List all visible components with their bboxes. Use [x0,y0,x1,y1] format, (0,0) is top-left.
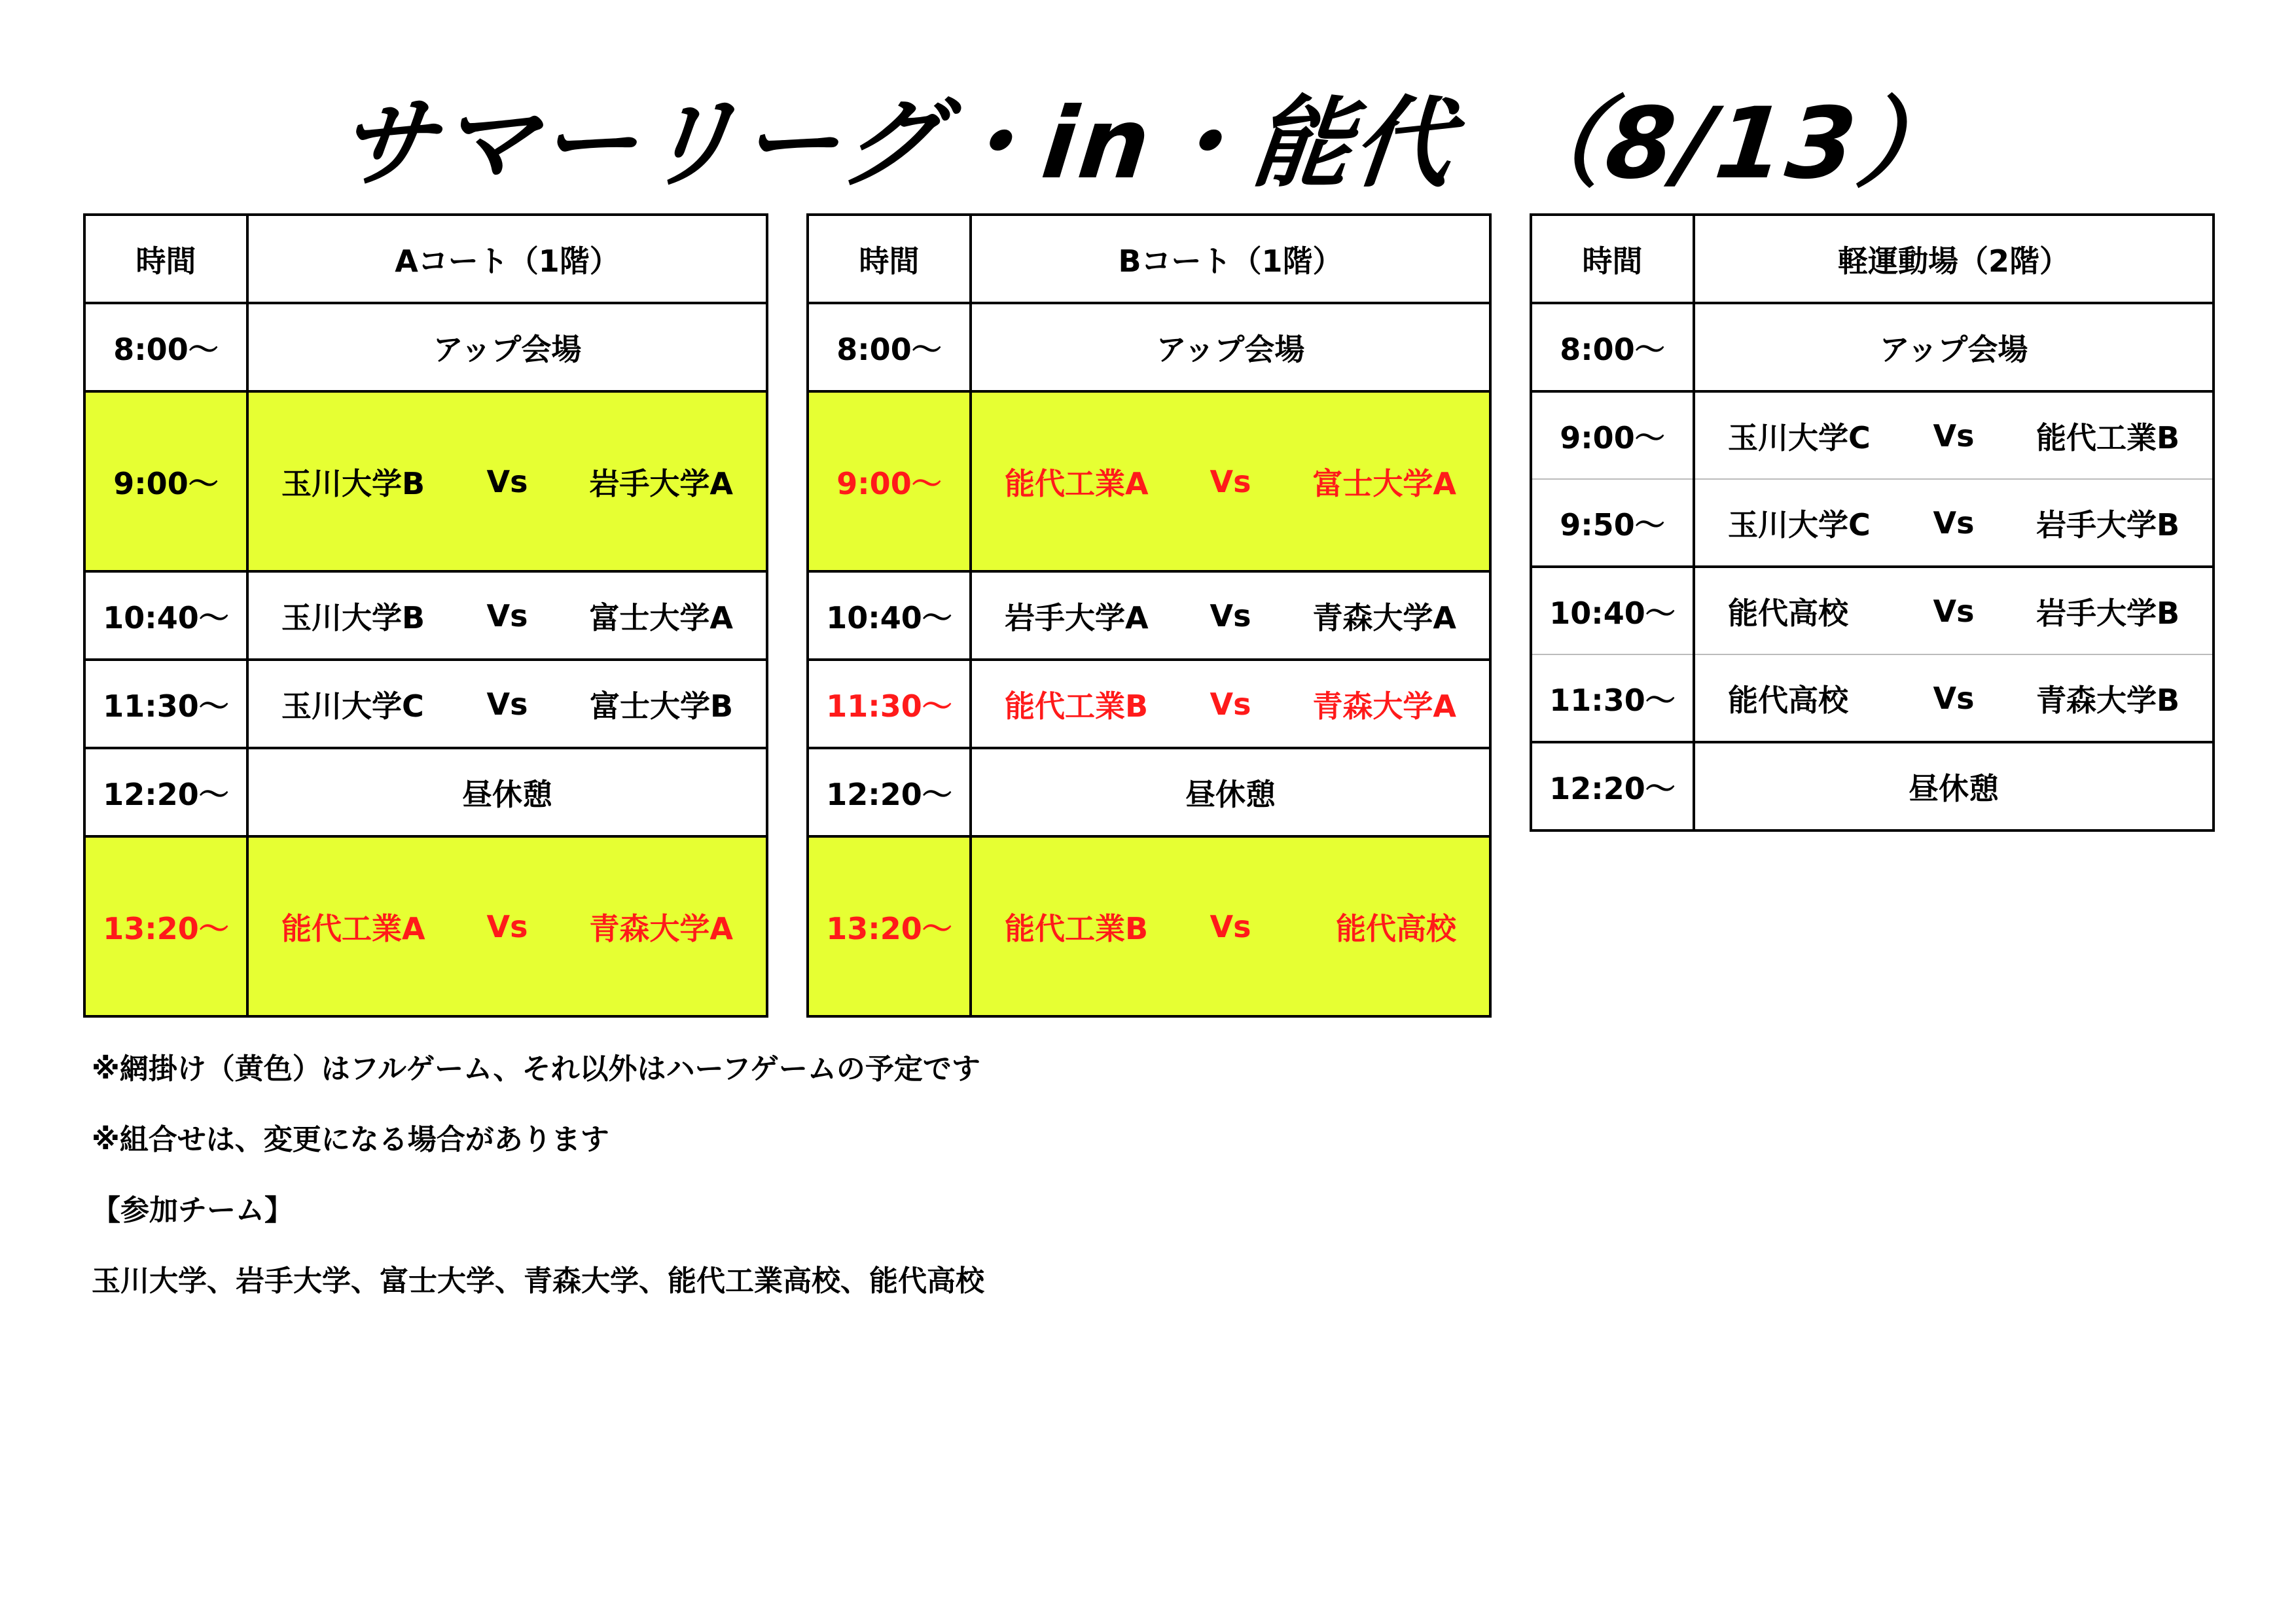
time-cell: 11:30～ [1531,654,1694,742]
time-cell: 8:00～ [84,303,247,391]
time-header: 時間 [84,215,247,303]
time-cell: 9:50～ [1531,479,1694,567]
light-gym-table [1530,213,2215,832]
match-cell [971,571,1490,660]
vs-label: Vs [1933,418,1975,454]
match-cell [247,571,767,660]
team-1: 能代工業B [1005,688,1149,724]
match-cell [1694,391,2214,479]
team-2: 岩手大学B [2036,507,2179,543]
court-b-table [806,213,1492,1018]
team-1: 玉川大学B [281,599,425,635]
team-2: 青森大学A [1312,688,1456,724]
time-cell: 12:20～ [808,748,971,836]
note-cell: 昼休憩 [247,748,767,836]
note-cell: アップ会場 [247,303,767,391]
note-cell: 昼休憩 [971,748,1490,836]
team-1: 能代工業B [1005,910,1149,946]
court-a-table [83,213,768,1018]
match-cell [971,836,1490,1016]
team-1: 岩手大学A [1005,599,1149,635]
team-2: 岩手大学A [589,465,733,501]
team-2: 富士大学B [589,688,733,724]
teams-heading: 【参加チーム】 [92,1194,293,1227]
team-2: 富士大学A [589,599,733,635]
vs-label: Vs [486,597,528,633]
match-cell [1694,567,2214,654]
team-1: 能代高校 [1728,682,1848,718]
court-header: Bコート（1階） [971,215,1490,303]
vs-label: Vs [1210,463,1251,499]
team-2: 青森大学B [2036,682,2179,718]
court-header: Aコート（1階） [247,215,767,303]
team-1: 玉川大学C [1728,419,1871,455]
time-cell: 8:00～ [1531,303,1694,391]
match-cell [1694,479,2214,567]
time-cell: 9:00～ [1531,391,1694,479]
note-full-game: ※網掛け（黄色）はフルゲーム、それ以外はハーフゲームの予定です [92,1052,980,1086]
team-2: 岩手大学B [2036,595,2179,631]
time-cell: 9:00～ [808,391,971,571]
time-cell: 12:20～ [84,748,247,836]
team-1: 玉川大学C [281,688,424,724]
team-1: 能代工業A [281,910,425,946]
match-cell [247,660,767,748]
time-header: 時間 [1531,215,1694,303]
team-2: 能代高校 [1336,910,1456,946]
match-cell [1694,654,2214,742]
vs-label: Vs [486,463,528,499]
vs-label: Vs [1933,680,1975,716]
team-2: 青森大学A [589,910,733,946]
team-2: 能代工業B [2036,419,2179,455]
team-1: 玉川大学C [1728,507,1871,543]
vs-label: Vs [1210,597,1251,633]
page-title: サマーリーグ・in・能代 （8/13） [331,87,1965,201]
time-cell: 8:00～ [808,303,971,391]
time-cell: 10:40～ [808,571,971,660]
note-cell: 昼休憩 [1694,742,2214,830]
vs-label: Vs [1210,908,1251,944]
time-cell: 12:20～ [1531,742,1694,830]
time-cell: 13:20～ [84,836,247,1016]
team-2: 富士大学A [1312,465,1456,501]
note-cell: アップ会場 [1694,303,2214,391]
team-1: 能代高校 [1728,595,1848,631]
vs-label: Vs [1933,593,1975,629]
match-cell [247,391,767,571]
vs-label: Vs [486,908,528,944]
time-cell: 11:30～ [84,660,247,748]
match-cell [971,391,1490,571]
team-2: 青森大学A [1312,599,1456,635]
court-header: 軽運動場（2階） [1694,215,2214,303]
time-cell: 11:30～ [808,660,971,748]
time-cell: 13:20～ [808,836,971,1016]
team-1: 能代工業A [1005,465,1149,501]
time-cell: 10:40～ [84,571,247,660]
time-header: 時間 [808,215,971,303]
vs-label: Vs [1933,505,1975,541]
notes-section [92,1034,984,1317]
vs-label: Vs [486,686,528,722]
note-changes: ※組合せは、変更になる場合があります [92,1123,609,1156]
team-1: 玉川大学B [281,465,425,501]
teams-list: 玉川大学、岩手大学、富士大学、青森大学、能代工業高校、能代高校 [92,1264,984,1298]
time-cell: 9:00～ [84,391,247,571]
time-cell: 10:40～ [1531,567,1694,654]
match-cell [247,836,767,1016]
note-cell: アップ会場 [971,303,1490,391]
vs-label: Vs [1210,686,1251,722]
match-cell [971,660,1490,748]
